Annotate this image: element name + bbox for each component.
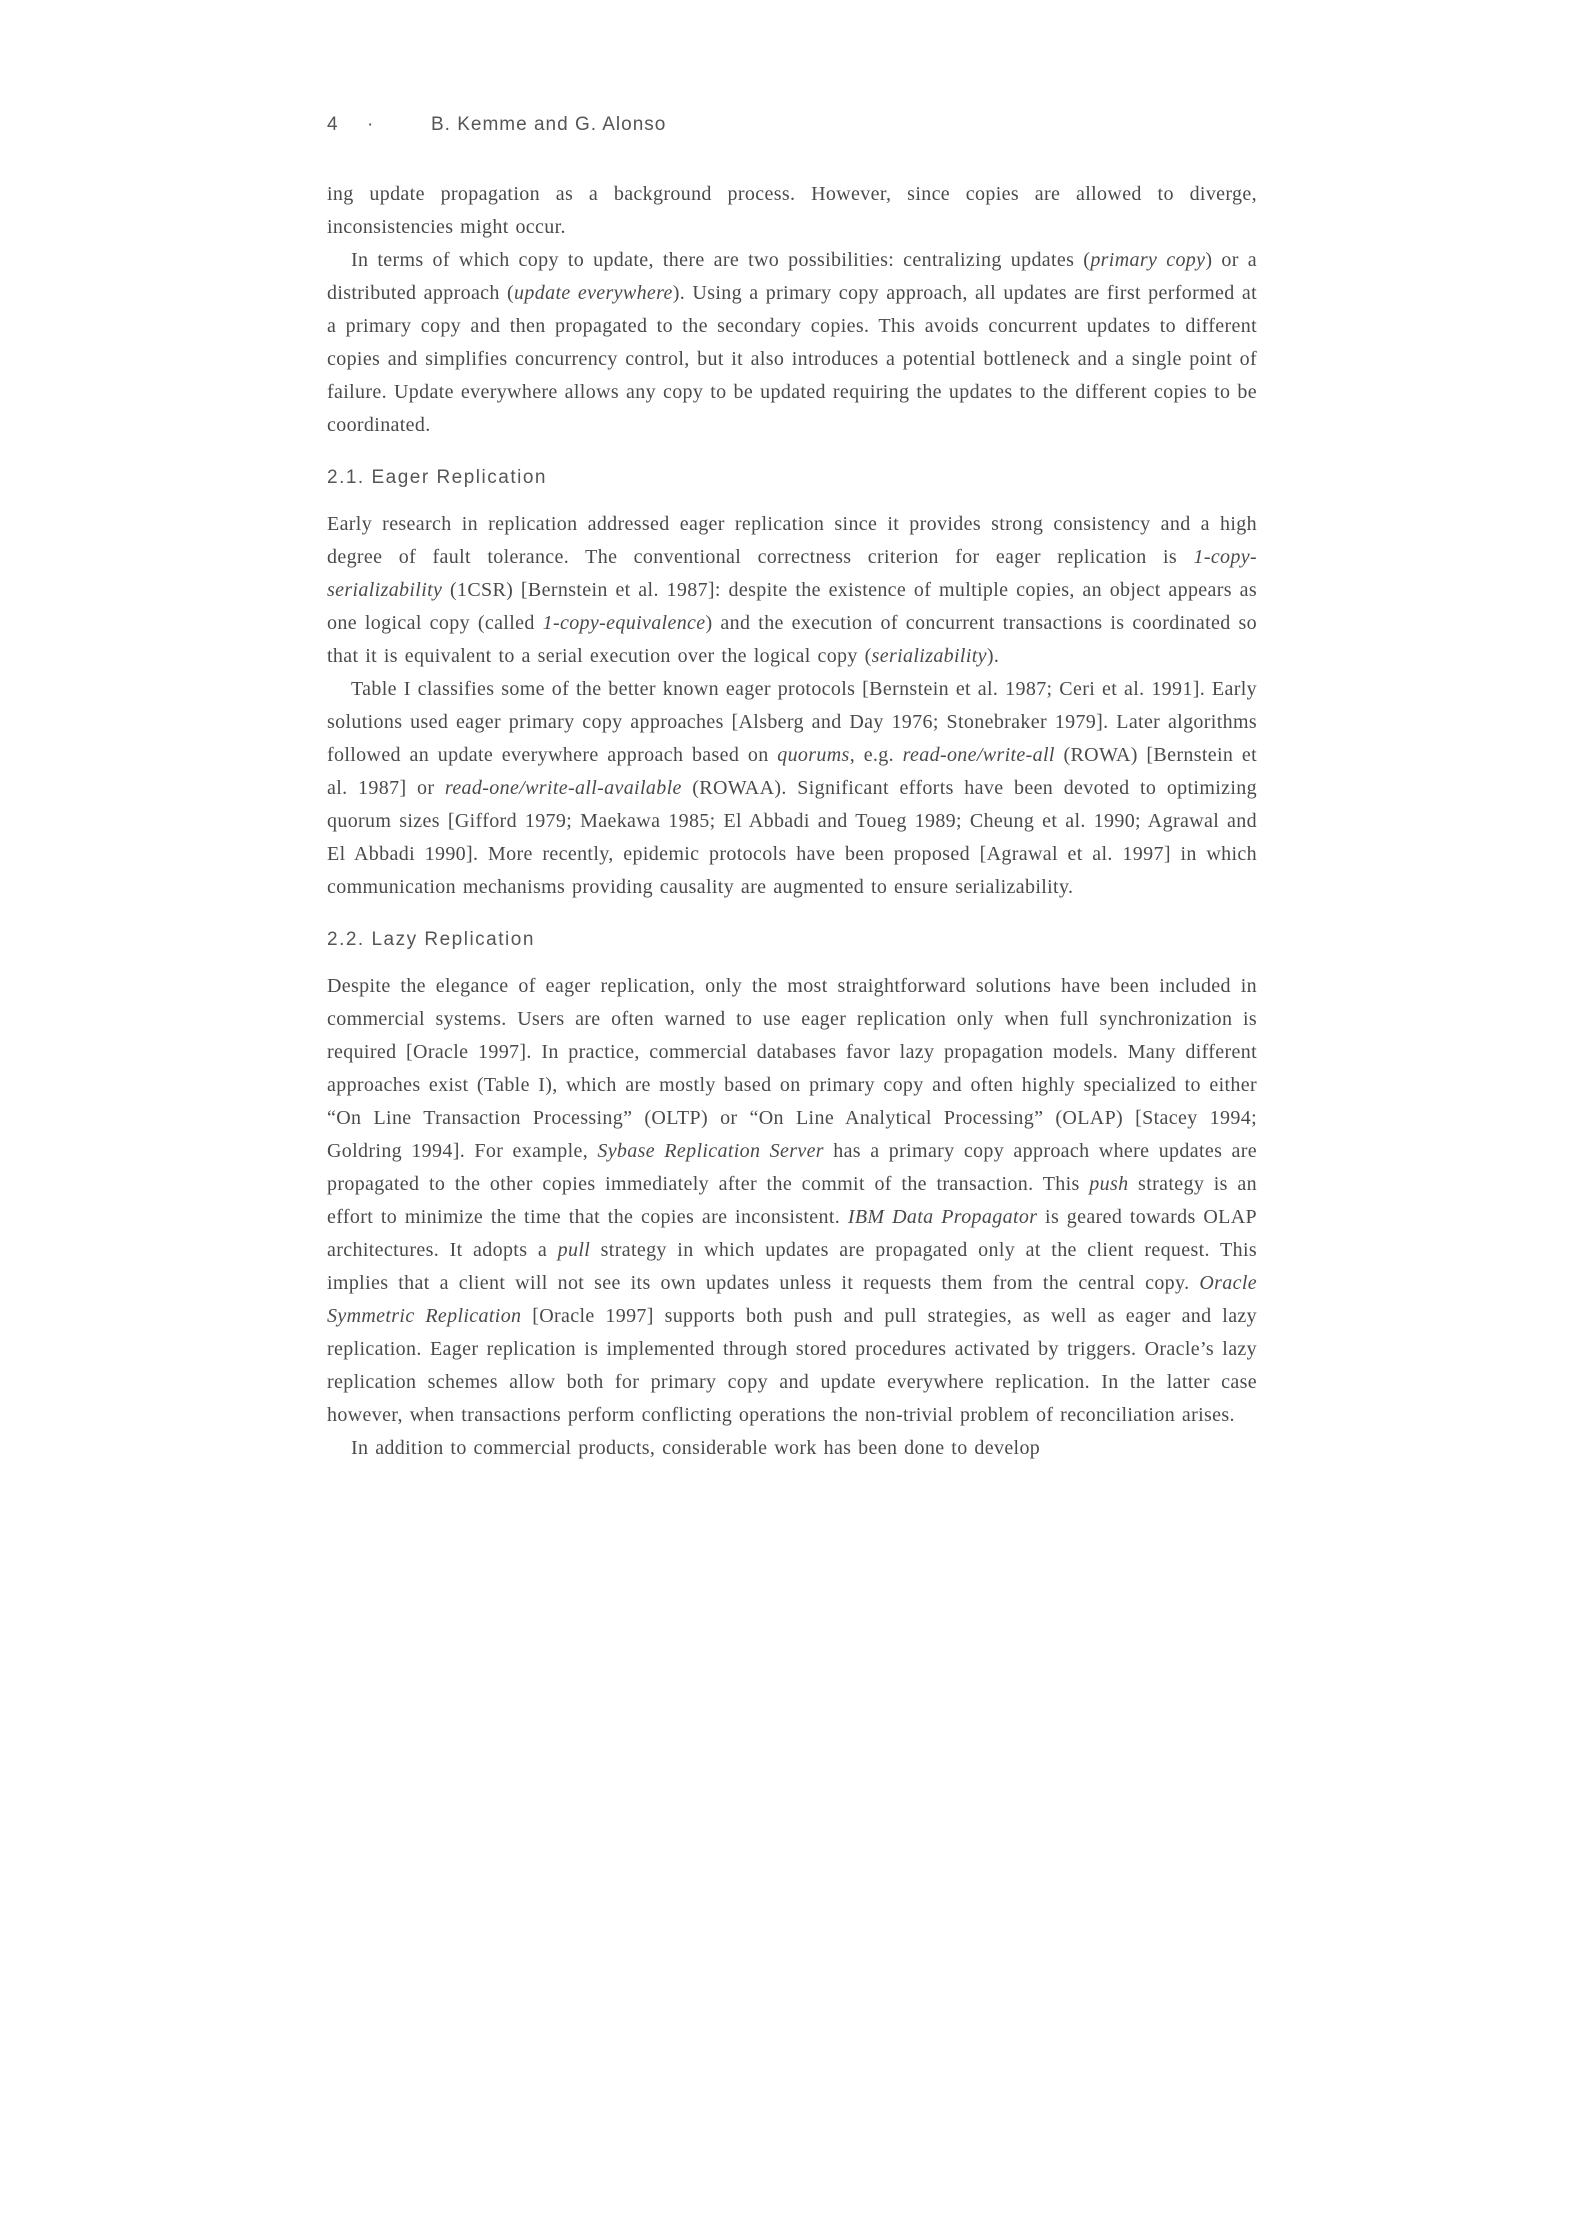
term-1-copy-serializability: 1-copy-serializability [327,546,1257,601]
header-authors: B. Kemme and G. Alonso [431,114,667,135]
body-text [327,178,1257,1465]
page-number: 4 [327,114,339,135]
term-serializability: serializability [871,645,987,667]
term-read-one-write-all: read-one/write-all [902,744,1055,766]
paragraph-update-strategies: In terms of which copy to update, there are two possibilities: centralizing updates (primary copy) or a distributed approach (update everywhere). Using a primary copy approach, all updates are first performed at a primary copy and then propagated to the secondary copies. This avoids concurrent updates to different copies and simplifies concurrency control, but it also introduces a potential bottleneck and a single point of failure. Update everywhere allows any copy to be updated requiring the updates to the different copies to be coordinated. [327,249,1257,436]
term-read-one-write-all-available: read-one/write-all-available [444,777,682,799]
paragraph-continuation: ing update propagation as a background process. However, since copies are allowed to diverge, inconsistencies might occur. [327,183,1257,238]
term-pull: pull [557,1239,591,1261]
term-push: push [1089,1173,1129,1195]
term-1-copy-equivalence: 1-copy-equivalence [542,612,706,634]
term-ibm-data-propagator: IBM Data Propagator [847,1206,1038,1228]
term-sybase-replication-server: Sybase Replication Server [597,1140,824,1162]
term-update-everywhere: update everywhere [514,282,673,304]
term-primary-copy: primary copy [1090,249,1206,271]
section-heading-eager-replication: 2.1. Eager Replication [327,467,547,488]
paragraph-eager-protocols: Table I classifies some of the better known eager protocols [Bernstein et al. 1987; Ceri et al. 1991]. Early solutions used eager primary copy approaches [Alsberg and Day 1976; Stonebraker 1979]. Later algorithms followed an update everywhere approach based on quorums, e.g. read-one/write-all (ROWA) [Bernstein et al. 1987] or read-one/write-all-available (ROWAA). Significant efforts have been devoted to optimizing quorum sizes [Gifford 1979; Maekawa 1985; El Abbadi and Toueg 1989; Cheung et al. 1990; Agrawal and El Abbadi 1990]. More recently, epidemic protocols have been proposed [Agrawal et al. 1997] in which communication mechanisms providing causality are augmented to ensure serializability. [327,678,1258,898]
paragraph-eager-intro: Early research in replication addressed eager replication since it provides strong consistency and a high degree of fault tolerance. The conventional correctness criterion for eager replication is 1-copy-serializability (1CSR) [Bernstein et al. 1987]: despite the existence of multiple copies, an object appears as one logical copy (called 1-copy-equivalence) and the execution of concurrent transactions is coordinated so that it is equivalent to a serial execution over the logical copy (serializability). [327,513,1257,667]
section-heading-lazy-replication: 2.2. Lazy Replication [327,929,535,950]
paragraph-lazy-research: In addition to commercial products, considerable work has been done to develop [351,1437,1041,1459]
running-head [327,114,666,136]
paragraph-lazy-commercial: Despite the elegance of eager replication, only the most straightforward solutions have been included in commercial systems. Users are often warned to use eager replication only when full synchronization is required [Oracle 1997]. In practice, commercial databases favor lazy propagation models. Many different approaches exist (Table I), which are mostly based on primary copy and often highly specialized to either “On Line Transaction Processing” (OLTP) or “On Line Analytical Processing” (OLAP) [Stacey 1994; Goldring 1994]. For example, Sybase Replication Server has a primary copy approach where updates are propagated to the other copies immediately after the commit of the transaction. This push strategy is an effort to minimize the time that the copies are inconsistent. IBM Data Propagator is geared towards OLAP architectures. It adopts a pull strategy in which updates are propagated only at the client request. This implies that a client will not see its own updates unless it requests them from the central copy. Oracle Symmetric Replication [Oracle 1997] supports both push and pull strategies, as well as eager and lazy replication. Eager replication is implemented through stored procedures activated by triggers. Oracle’s lazy replication schemes allow both for primary copy and update everywhere replication. In the latter case however, when transactions perform conflicting operations the non-trivial problem of reconciliation arises. [327,975,1258,1426]
header-separator: · [367,114,375,135]
term-oracle-symmetric-replication: Oracle Symmetric Replication [327,1272,1257,1327]
term-quorums: quorums [777,744,850,766]
